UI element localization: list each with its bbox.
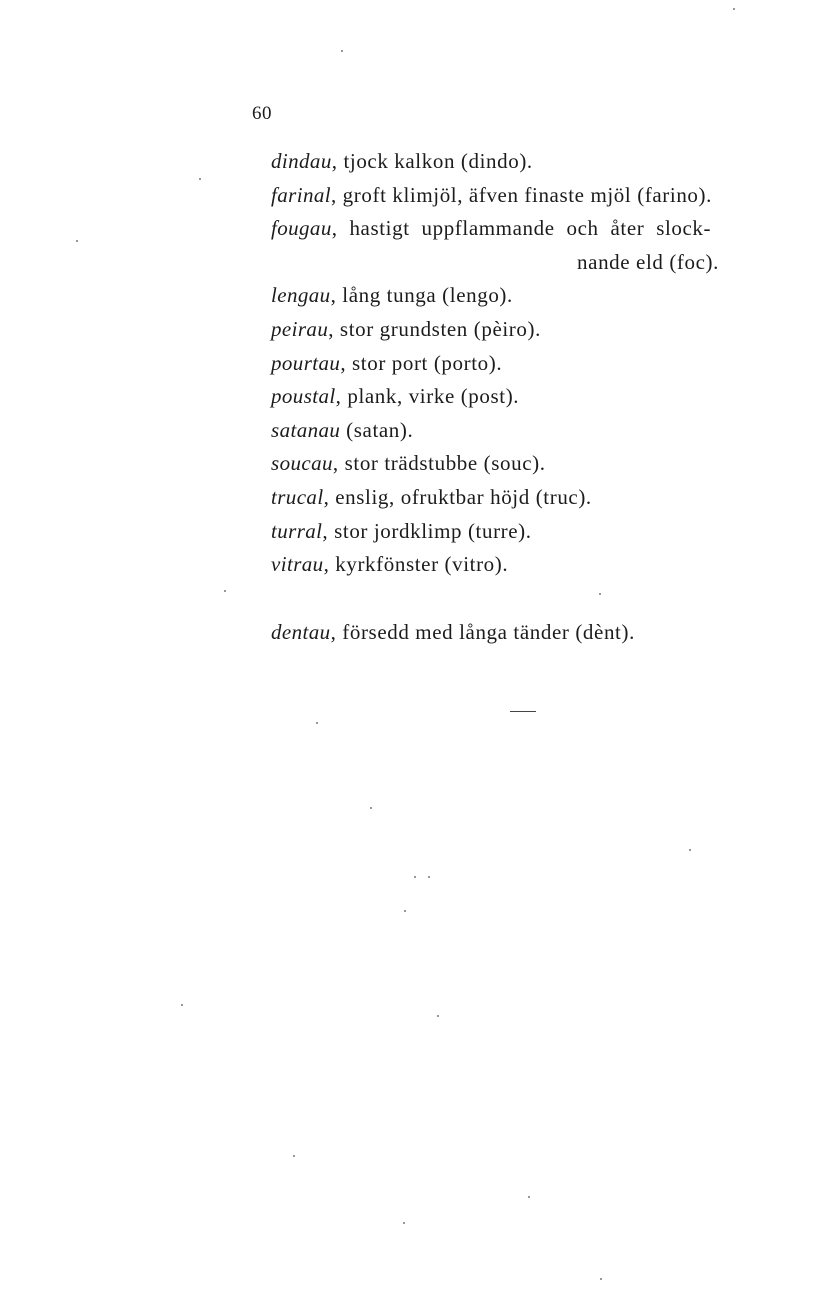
entry-peirau (271, 313, 741, 347)
scan-speck (370, 807, 372, 809)
entry-definition: , hastigt uppflammande och åter slock- (331, 216, 712, 241)
scan-speck (341, 50, 343, 52)
entry-fougau (271, 212, 741, 246)
entry-term: lengau (271, 283, 331, 308)
scan-speck (404, 910, 406, 912)
page-number: 60 (252, 103, 272, 124)
entry-definition: , kyrkfönster (vitro). (323, 552, 509, 577)
entry-definition: , stor grundsten (pèiro). (328, 316, 541, 341)
entry-term: poustal (271, 384, 336, 409)
scan-speck (600, 1278, 602, 1280)
scan-speck (293, 1155, 295, 1157)
entry-definition: , stor port (porto). (340, 350, 503, 375)
entry-term: peirau (271, 316, 329, 341)
entry-term: vitrau (271, 552, 324, 577)
glossary-entries (271, 145, 741, 649)
entry-definition: , lång tunga (lengo). (330, 283, 513, 308)
entry-definition: (satan). (340, 417, 414, 442)
entry-soucau (271, 447, 741, 481)
entry-trucal (271, 481, 741, 515)
scan-speck (689, 849, 691, 851)
scan-speck (428, 876, 430, 878)
scan-speck (437, 1015, 439, 1017)
scan-speck (181, 1004, 183, 1006)
entry-term: satanau (271, 417, 341, 442)
entry-definition: , stor jordklimp (turre). (322, 518, 532, 543)
entry-definition: , stor trädstubbe (souc). (332, 451, 546, 476)
entry-gap (271, 582, 741, 616)
scan-speck (528, 1196, 530, 1198)
entry-dindau (271, 145, 741, 179)
entry-fougau-continuation (271, 246, 741, 280)
scan-speck (414, 876, 416, 878)
entry-definition: , enslig, ofruktbar höjd (truc). (323, 484, 592, 509)
scan-speck (403, 1222, 405, 1224)
scan-speck (76, 240, 78, 242)
section-end-rule (510, 711, 536, 712)
entry-definition: , groft klimjöl, äfven finaste mjöl (farino). (330, 182, 712, 207)
entry-term: farinal (271, 182, 331, 207)
entry-vitrau (271, 548, 741, 582)
entry-term: turral (271, 518, 323, 543)
entry-pourtau (271, 347, 741, 381)
scan-speck (316, 722, 318, 724)
entry-term: trucal (271, 484, 324, 509)
entry-term: pourtau (271, 350, 341, 375)
entry-definition: , tjock kalkon (dindo). (331, 149, 533, 173)
scan-speck (599, 593, 601, 595)
entry-poustal (271, 380, 741, 414)
scan-speck (224, 590, 226, 592)
entry-lengau (271, 279, 741, 313)
scan-speck (733, 8, 735, 10)
entry-satanau (271, 414, 741, 448)
entry-term: dentau (271, 619, 331, 644)
entry-definition: , plank, virke (post). (335, 384, 520, 409)
entry-farinal (271, 179, 741, 213)
entry-term: soucau (271, 451, 333, 476)
entry-turral (271, 515, 741, 549)
entry-definition: nande eld (foc). (577, 249, 719, 274)
entry-term: dindau (271, 149, 332, 173)
entry-dentau (271, 616, 741, 650)
scan-speck (199, 178, 201, 180)
entry-term: fougau (271, 216, 332, 241)
entry-definition: , försedd med långa tänder (dènt). (330, 619, 635, 644)
